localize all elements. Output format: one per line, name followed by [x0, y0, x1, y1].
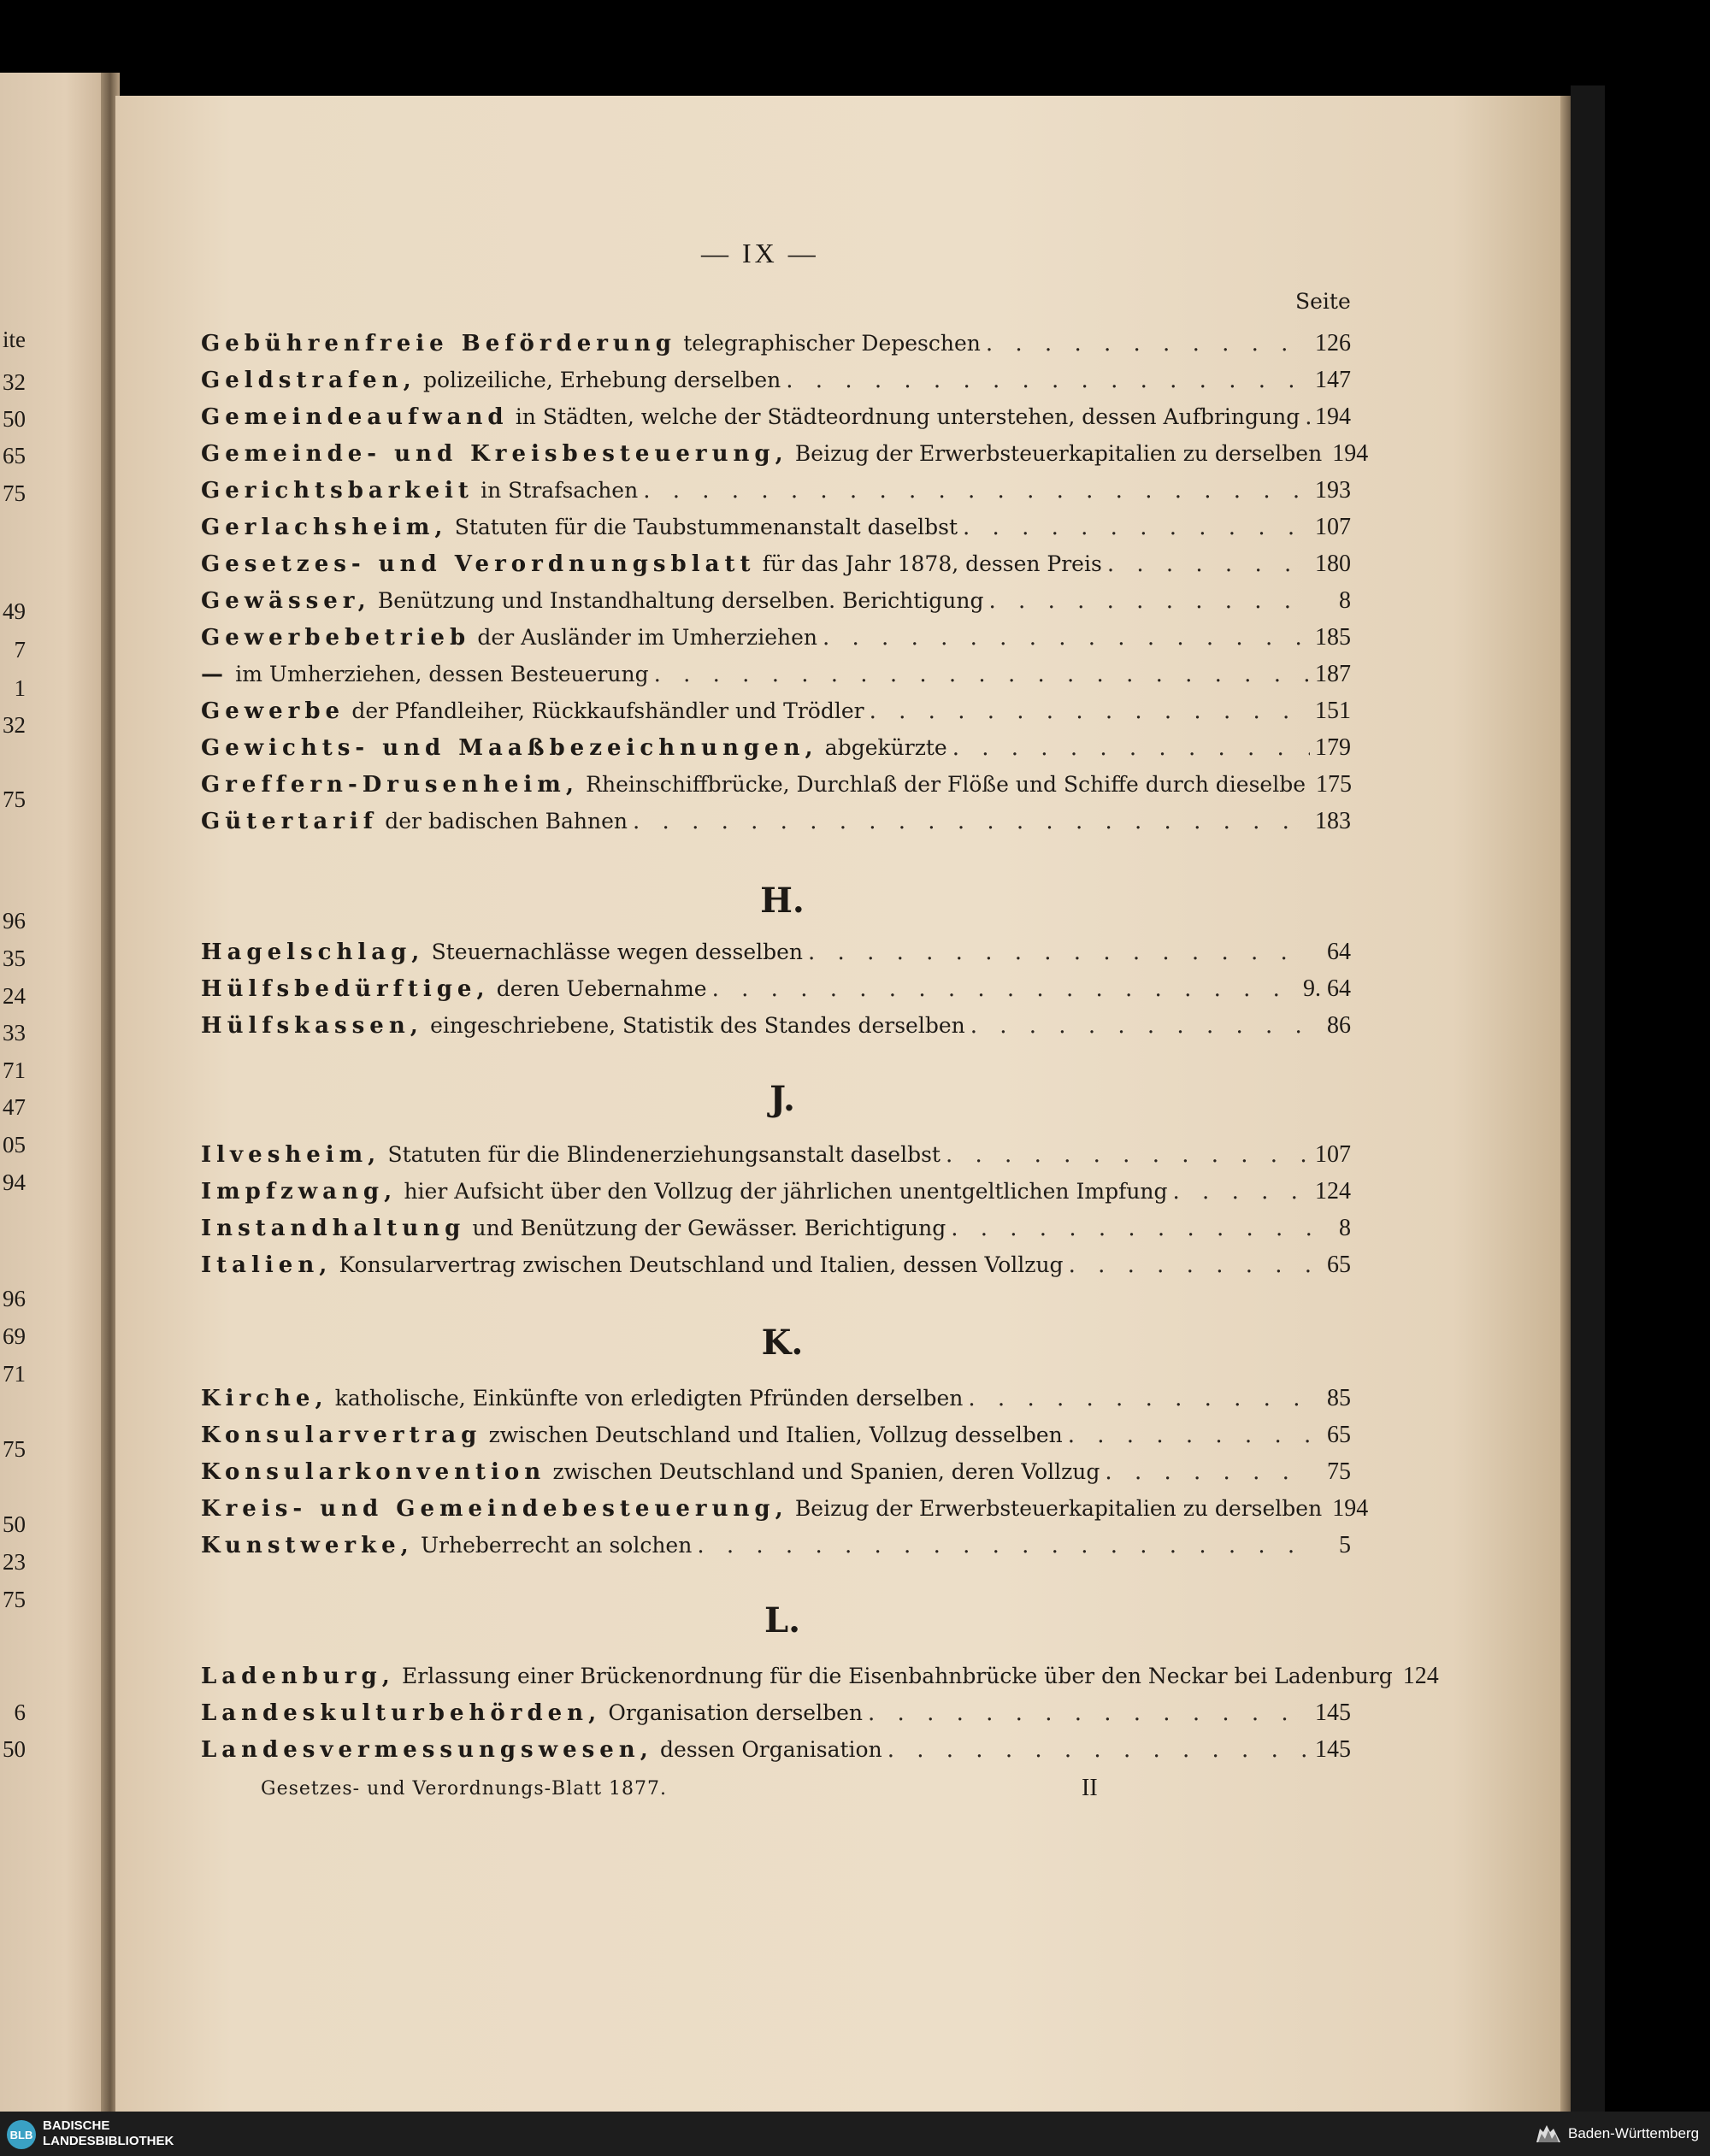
entry-spacer — [601, 1700, 608, 1726]
entry-spacer — [481, 1423, 488, 1448]
entry-page-number: 107 — [1315, 514, 1351, 540]
entry-description: Urheberrecht an solchen — [420, 1533, 693, 1558]
entry-description: in Städten, welche der Städteordnung unterstehen, dessen Aufbringung — [515, 404, 1300, 429]
index-entry — [201, 1458, 1351, 1487]
section-letter: K. — [761, 1322, 804, 1363]
index-entry — [201, 975, 1351, 1004]
entry-description: Rheinschiffbrücke, Durchlaß der Flöße und Schiffe durch dieselbe — [586, 772, 1306, 797]
entry-page-number: 183 — [1315, 808, 1351, 834]
entry-keyword: Konsularvertrag — [201, 1423, 482, 1448]
index-entry — [201, 367, 1351, 396]
entry-description: Konsularvertrag zwischen Deutschland und Italien, dessen Vollzug — [339, 1252, 1064, 1277]
dot-leader — [643, 478, 1310, 504]
entry-description: und Benützung der Gewässer. Berichtigung — [472, 1216, 946, 1240]
entry-description: zwischen Deutschland und Spanien, deren Vollzug — [552, 1459, 1100, 1484]
dot-leader — [712, 976, 1298, 1002]
entry-description: Benützung und Instandhaltung derselben. Berichtigung — [377, 588, 984, 613]
entry-keyword: Konsularkonvention — [201, 1459, 546, 1485]
footer-sheet-number: II — [1082, 1775, 1098, 1801]
entry-spacer — [470, 625, 477, 651]
index-entry — [201, 1178, 1351, 1207]
entry-keyword: Hülfskassen, — [201, 1013, 423, 1039]
left-margin-number: 65 — [3, 443, 26, 468]
entry-keyword: Hagelschlag, — [201, 940, 425, 965]
index-entry — [201, 1012, 1351, 1041]
left-margin-number: 35 — [3, 945, 26, 971]
dot-leader — [963, 515, 1310, 540]
entry-description: in Strafsachen — [481, 478, 639, 503]
entry-spacer — [423, 1013, 430, 1039]
left-margin-number: ite — [3, 327, 26, 352]
index-entry — [201, 698, 1351, 727]
baden-wuerttemberg-label[interactable]: Baden-Württemberg — [1568, 2125, 1700, 2141]
entry-description: dessen Organisation — [660, 1737, 882, 1762]
entry-spacer — [332, 1252, 339, 1278]
entry-description: Beizug der Erwerbsteuerkapitalien zu derselben — [794, 441, 1323, 466]
entry-spacer — [509, 404, 516, 430]
dot-leader — [808, 940, 1312, 965]
entry-spacer — [424, 940, 431, 965]
left-margin-number: 75 — [3, 480, 26, 506]
baden-wuerttemberg-lions-icon — [1533, 2120, 1564, 2147]
entry-page-number: 194 — [1332, 440, 1369, 467]
left-margin-number: 50 — [3, 406, 26, 432]
index-entry — [201, 404, 1351, 433]
entry-description: der badischen Bahnen — [385, 809, 628, 834]
entry-description: im Umherziehen, dessen Besteuerung — [235, 662, 649, 686]
entry-spacer — [328, 1386, 335, 1411]
viewer-footer-bar — [0, 2112, 1710, 2156]
entry-description: der Ausländer im Umherziehen — [477, 625, 817, 650]
index-entry — [201, 551, 1351, 580]
left-margin-number: 69 — [3, 1323, 26, 1349]
entry-keyword: Gerichtsbarkeit — [201, 478, 474, 504]
entry-keyword: Ladenburg, — [201, 1664, 395, 1689]
entry-page-number: 124 — [1315, 1178, 1351, 1205]
entry-spacer — [653, 1737, 660, 1763]
entry-spacer — [397, 1179, 404, 1205]
index-entry — [201, 624, 1351, 653]
entry-description: Beizug der Erwerbsteuerkapitalien zu derselben — [794, 1496, 1323, 1521]
entry-spacer — [490, 976, 497, 1002]
dot-leader — [946, 1142, 1310, 1168]
left-margin-number: 94 — [3, 1169, 26, 1195]
dot-leader — [986, 331, 1310, 356]
entry-spacer — [579, 772, 586, 798]
entry-keyword: — — [201, 662, 228, 687]
entry-page-number: 124 — [1402, 1663, 1439, 1689]
entry-page-number: 86 — [1327, 1012, 1351, 1039]
entry-page-number: 193 — [1315, 477, 1351, 504]
entry-spacer — [371, 588, 378, 614]
entry-page-number: 126 — [1315, 330, 1351, 356]
entry-spacer — [676, 331, 683, 356]
dot-leader — [868, 1700, 1310, 1726]
entry-description: abgekürzte — [824, 735, 947, 760]
dot-leader — [1068, 1423, 1312, 1448]
entry-keyword: Kunstwerke, — [201, 1533, 414, 1558]
left-margin-number: 32 — [3, 712, 26, 738]
index-entry — [201, 661, 1351, 690]
page-number: — IX — — [701, 238, 819, 268]
entry-description: katholische, Einkünfte von erledigten Pfründen derselben — [334, 1386, 964, 1411]
left-margin-number: 33 — [3, 1020, 26, 1046]
entry-keyword: Landesvermessungswesen, — [201, 1737, 653, 1763]
index-entry — [201, 1699, 1351, 1729]
left-margin-number: 1 — [14, 675, 26, 701]
dot-leader — [654, 662, 1310, 687]
index-entry — [201, 440, 1369, 469]
index-entry — [201, 939, 1351, 968]
section-letter: J. — [770, 1079, 795, 1119]
dot-leader — [697, 1533, 1312, 1558]
entry-keyword: Gesetzes- und Verordnungsblatt — [201, 551, 756, 577]
entry-page-number: 180 — [1315, 551, 1351, 577]
blb-name-line1: BADISCHE — [43, 2118, 110, 2133]
index-entry — [201, 1495, 1369, 1524]
entry-description: der Pfandleiher, Rückkaufshändler und Trödler — [351, 698, 864, 723]
entry-keyword: Kirche, — [201, 1386, 328, 1411]
entry-spacer — [465, 1216, 472, 1241]
section-letter: H. — [760, 881, 805, 921]
entry-page-number: 65 — [1327, 1422, 1351, 1448]
entry-spacer — [378, 809, 385, 834]
entry-page-number: 145 — [1315, 1699, 1351, 1726]
entry-page-number: 107 — [1315, 1141, 1351, 1168]
dot-leader — [989, 588, 1312, 614]
entry-description: eingeschriebene, Statistik des Standes derselben — [430, 1013, 965, 1038]
dot-leader — [823, 625, 1310, 651]
left-margin-number: 47 — [3, 1094, 26, 1120]
entry-description: hier Aufsicht über den Vollzug der jährlichen unentgeltlichen Impfung — [404, 1179, 1168, 1204]
dot-leader — [1305, 404, 1310, 430]
left-margin-number: 24 — [3, 983, 26, 1009]
entry-keyword: Landeskulturbehörden, — [201, 1700, 602, 1726]
entry-spacer — [228, 662, 235, 687]
left-margin-number: 71 — [3, 1361, 26, 1387]
dot-leader — [1107, 551, 1310, 577]
entry-description: Statuten für die Taubstummenanstalt daselbst — [454, 515, 958, 539]
index-entry — [201, 514, 1351, 543]
entry-page-number: 8 — [1339, 1215, 1351, 1241]
blb-name-line2: LANDESBIBLIOTHEK — [43, 2134, 174, 2148]
index-entry — [201, 1252, 1351, 1281]
entry-spacer — [414, 1533, 421, 1558]
index-entry — [201, 1215, 1351, 1244]
index-entry — [201, 1532, 1351, 1561]
entry-description: Steuernachlässe wegen desselben — [431, 940, 804, 964]
index-entry — [201, 1385, 1351, 1414]
entry-keyword: Gebührenfreie Beförderung — [201, 331, 676, 356]
left-margin-number: 50 — [3, 1511, 26, 1537]
entry-keyword: Impfzwang, — [201, 1179, 398, 1205]
index-entry — [201, 734, 1351, 763]
entry-description: zwischen Deutschland und Italien, Vollzug desselben — [488, 1423, 1063, 1447]
index-entry — [201, 477, 1351, 506]
left-margin-number: 23 — [3, 1549, 26, 1575]
index-entry — [201, 587, 1351, 616]
entry-page-number: 187 — [1315, 661, 1351, 687]
entry-keyword: Hülfsbedürftige, — [201, 976, 490, 1002]
entry-keyword: Gewichts- und Maaßbezeichnungen, — [201, 735, 818, 761]
dot-leader — [1105, 1459, 1312, 1485]
dot-leader — [887, 1737, 1310, 1763]
entry-keyword: Italien, — [201, 1252, 333, 1278]
entry-description: telegraphischer Depeschen — [683, 331, 981, 356]
entry-spacer — [416, 368, 423, 393]
blb-logo-icon[interactable]: BLB — [7, 2120, 36, 2149]
index-entry — [201, 330, 1351, 359]
dot-leader — [1069, 1252, 1312, 1278]
entry-page-number: 194 — [1315, 404, 1351, 430]
entry-spacer — [545, 1459, 552, 1485]
index-entry — [201, 808, 1351, 837]
entry-page-number: 175 — [1316, 771, 1353, 798]
entry-keyword: Gerlachsheim, — [201, 515, 448, 540]
entry-page-number: 179 — [1315, 734, 1351, 761]
entry-description: Organisation derselben — [608, 1700, 864, 1725]
entry-spacer — [818, 735, 825, 761]
entry-description: Erlassung einer Brückenordnung für die Eisenbahnbrücke über den Neckar bei Ladenburg — [402, 1664, 1393, 1688]
entry-spacer — [395, 1664, 402, 1689]
left-margin-number: 75 — [3, 1587, 26, 1612]
entry-page-number: 8 — [1339, 587, 1351, 614]
section-letter: L. — [764, 1600, 801, 1641]
footer-publication-title: Gesetzes- und Verordnungs-Blatt 1877. — [261, 1778, 668, 1800]
left-margin-number: 50 — [3, 1736, 26, 1762]
index-entry — [201, 1663, 1439, 1692]
index-entry — [201, 1141, 1351, 1170]
entry-page-number: 65 — [1327, 1252, 1351, 1278]
entry-spacer — [788, 441, 795, 467]
entry-page-number: 85 — [1327, 1385, 1351, 1411]
left-margin-number: 32 — [3, 369, 26, 395]
entry-spacer — [345, 698, 351, 724]
entry-page-number: 185 — [1315, 624, 1351, 651]
entry-keyword: Ilvesheim, — [201, 1142, 381, 1168]
index-entry — [201, 1736, 1351, 1765]
entry-description: Statuten für die Blindenerziehungsanstalt daselbst — [387, 1142, 940, 1167]
entry-spacer — [788, 1496, 795, 1522]
left-margin-number: 96 — [3, 908, 26, 934]
entry-keyword: Gewerbebetrieb — [201, 625, 471, 651]
left-margin-number: 71 — [3, 1057, 26, 1083]
book-cover-edge — [1571, 85, 1605, 2112]
entry-keyword: Gemeinde- und Kreisbesteuerung, — [201, 441, 788, 467]
entry-page-number: 147 — [1315, 367, 1351, 393]
blb-library-name[interactable] — [43, 2118, 174, 2149]
entry-page-number: 9. 64 — [1303, 975, 1351, 1002]
left-margin-number: 75 — [3, 786, 26, 812]
left-margin-number: 05 — [3, 1132, 26, 1158]
entry-keyword: Gewerbe — [201, 698, 345, 724]
dot-leader — [970, 1013, 1312, 1039]
left-margin-number: 6 — [14, 1699, 26, 1725]
left-margin-number: 7 — [14, 637, 26, 663]
dot-leader — [786, 368, 1310, 393]
entry-page-number: 5 — [1339, 1532, 1351, 1558]
column-header-seite: Seite — [1295, 289, 1351, 314]
dot-leader — [952, 735, 1310, 761]
entry-spacer — [474, 478, 481, 504]
entry-keyword: Kreis- und Gemeindebesteuerung, — [201, 1496, 788, 1522]
dot-leader — [1173, 1179, 1310, 1205]
entry-page-number: 194 — [1332, 1495, 1369, 1522]
dot-leader — [951, 1216, 1312, 1241]
entry-page-number: 64 — [1327, 939, 1351, 965]
entry-spacer — [755, 551, 762, 577]
left-margin-number: 75 — [3, 1436, 26, 1462]
entry-description: für das Jahr 1878, dessen Preis — [762, 551, 1102, 576]
entry-keyword: Gütertarif — [201, 809, 378, 834]
left-margin-number: 49 — [3, 598, 26, 624]
entry-spacer — [447, 515, 454, 540]
dot-leader — [633, 809, 1310, 834]
entry-description: polizeiliche, Erhebung derselben — [422, 368, 781, 392]
left-margin-number: 96 — [3, 1286, 26, 1311]
entry-spacer — [380, 1142, 387, 1168]
entry-description: deren Uebernahme — [496, 976, 707, 1001]
entry-keyword: Geldstrafen, — [201, 368, 416, 393]
entry-keyword: Gewässer, — [201, 588, 371, 614]
page-edge-shadow — [1560, 96, 1571, 2112]
entry-keyword: Greffern-Drusenheim, — [201, 772, 579, 798]
entry-page-number: 151 — [1315, 698, 1351, 724]
right-page — [115, 96, 1569, 2112]
index-entry — [201, 771, 1351, 800]
entry-keyword: Instandhaltung — [201, 1216, 466, 1241]
dot-leader — [968, 1386, 1312, 1411]
entry-page-number: 75 — [1327, 1458, 1351, 1485]
index-entry — [201, 1422, 1351, 1451]
entry-page-number: 145 — [1315, 1736, 1351, 1763]
dot-leader — [870, 698, 1310, 724]
entry-keyword: Gemeindeaufwand — [201, 404, 509, 430]
